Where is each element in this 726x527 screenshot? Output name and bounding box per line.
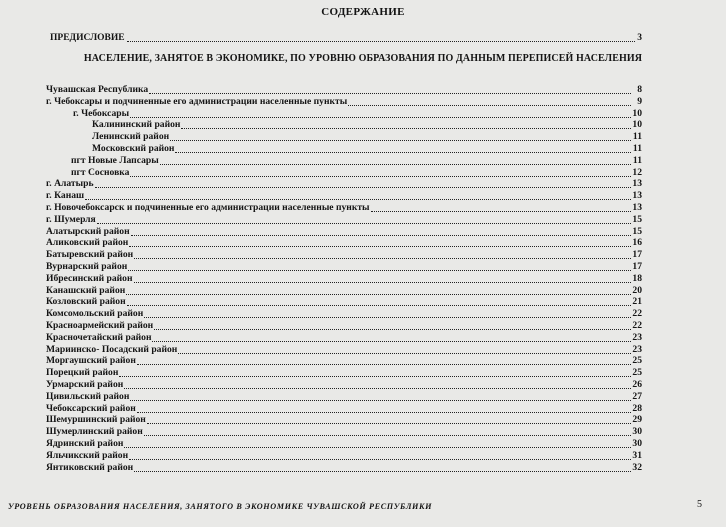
toc-entry-label: Чувашская Республика [46, 84, 149, 95]
toc-entry-page: 17 [632, 249, 642, 261]
toc-entry[interactable] [46, 155, 642, 167]
toc-entry[interactable] [46, 261, 642, 273]
toc-entry[interactable] [46, 143, 642, 155]
toc-entry-label: Вурнарский район [46, 260, 128, 272]
toc-entry[interactable] [46, 214, 642, 226]
toc-leader-dots [348, 97, 631, 106]
toc-entry-label: Козловский район [46, 296, 126, 308]
toc-entry-label: г. Алатырь [46, 178, 94, 190]
toc-leader-dots [85, 191, 631, 200]
toc-entry[interactable] [46, 96, 642, 108]
toc-entry-label: Московский район [92, 142, 175, 154]
toc-leader-dots [144, 427, 631, 436]
toc-leader-dots [128, 262, 631, 271]
toc-entry-page: 25 [632, 355, 642, 367]
section-title: НАСЕЛЕНИЕ, ЗАНЯТОЕ В ЭКОНОМИКЕ, ПО УРОВНЮ ОБРАЗОВАНИЯ ПО ДАННЫМ ПЕРЕПИСЕЙ НАСЕЛЕНИЯ [83, 53, 643, 64]
toc-entry-label: Ядринский район [46, 437, 124, 449]
table-of-contents [46, 84, 642, 473]
toc-entry-label: Цивильский район [46, 390, 130, 402]
toc-entry[interactable] [46, 178, 642, 190]
toc-leader-dots [181, 120, 631, 129]
toc-leader-dots [134, 274, 631, 283]
toc-entry-page: 23 [632, 343, 642, 355]
toc-entry-label: Аликовский район [46, 237, 129, 249]
toc-entry[interactable] [46, 190, 642, 202]
toc-entry-page: 11 [632, 131, 642, 143]
toc-leader-dots [137, 356, 631, 365]
toc-preface-row[interactable] [50, 33, 642, 43]
toc-leader-dots [149, 85, 631, 94]
toc-entry-page: 25 [632, 367, 642, 379]
toc-preface-label: ПРЕДИСЛОВИЕ [50, 33, 125, 43]
toc-entry[interactable] [46, 308, 642, 320]
toc-entry-page: 20 [632, 284, 642, 296]
toc-entry-page: 13 [632, 190, 642, 202]
toc-entry[interactable] [46, 379, 642, 391]
toc-entry-page: 15 [632, 213, 642, 225]
toc-entry[interactable] [46, 108, 642, 120]
toc-leader-dots [130, 109, 631, 118]
toc-leader-dots [129, 238, 631, 247]
toc-entry-page: 27 [632, 390, 642, 402]
toc-leader-dots [160, 156, 631, 165]
toc-entry[interactable] [46, 367, 642, 379]
toc-entry-label: Яльчикский район [46, 449, 129, 461]
toc-entry-label: Урмарский район [46, 378, 124, 390]
toc-entry[interactable] [46, 249, 642, 261]
toc-entry-label: г. Чебоксары [73, 107, 130, 119]
toc-leader-dots [152, 333, 631, 342]
toc-entry-page: 10 [632, 119, 642, 131]
toc-entry[interactable] [46, 131, 642, 143]
page-title: СОДЕРЖАНИЕ [321, 6, 405, 18]
toc-entry-label: Красночетайский район [46, 331, 152, 343]
toc-entry-page: 13 [632, 178, 642, 190]
toc-entry-page: 26 [632, 378, 642, 390]
toc-leader-dots [129, 451, 631, 460]
toc-leader-dots [131, 227, 631, 236]
toc-leader-dots [97, 215, 631, 224]
toc-leader-dots [134, 250, 631, 259]
toc-entry-label: Алатырский район [46, 225, 130, 237]
toc-leader-dots [119, 368, 631, 377]
toc-entry[interactable] [46, 414, 642, 426]
toc-leader-dots [126, 286, 631, 295]
toc-entry-label: Ибресинский район [46, 272, 133, 284]
toc-leader-dots [124, 380, 631, 389]
toc-entry[interactable] [46, 320, 642, 332]
toc-entry[interactable] [46, 273, 642, 285]
toc-entry[interactable] [46, 426, 642, 438]
toc-entry[interactable] [46, 391, 642, 403]
toc-leader-dots [154, 321, 631, 330]
toc-leader-dots [144, 309, 631, 318]
toc-entry-label: пгт Новые Лапсары [71, 154, 159, 166]
toc-entry[interactable] [46, 332, 642, 344]
toc-entry-page: 17 [632, 260, 642, 272]
toc-leader-dots [175, 144, 631, 153]
toc-entry[interactable] [46, 344, 642, 356]
toc-leader-dots [127, 297, 631, 306]
toc-entry[interactable] [46, 296, 642, 308]
toc-entry-label: Красноармейский район [46, 319, 154, 331]
toc-entry[interactable] [46, 237, 642, 249]
toc-entry[interactable] [46, 462, 642, 474]
toc-entry[interactable] [46, 84, 642, 96]
toc-entry[interactable] [46, 355, 642, 367]
toc-entry-page: 22 [632, 308, 642, 320]
toc-leader-dots [130, 168, 631, 177]
toc-entry-page: 32 [632, 461, 642, 473]
toc-entry-page: 8 [637, 84, 642, 95]
toc-entry-page: 10 [632, 107, 642, 119]
toc-entry[interactable] [46, 285, 642, 297]
toc-entry-page: 11 [632, 154, 642, 166]
toc-entry-page: 13 [632, 201, 642, 213]
toc-entry-page: 31 [632, 449, 642, 461]
toc-leader-dots [137, 404, 631, 413]
toc-entry-page: 9 [637, 95, 642, 107]
toc-entry-page: 22 [632, 319, 642, 331]
toc-entry[interactable] [46, 438, 642, 450]
toc-entry[interactable] [46, 226, 642, 238]
toc-entry[interactable] [46, 403, 642, 415]
toc-leader-dots [371, 203, 631, 212]
toc-leader-dots [147, 415, 631, 424]
toc-leader-dots [127, 33, 636, 42]
toc-entry-label: Шемуршинский район [46, 414, 146, 426]
toc-entry-label: Порецкий район [46, 367, 119, 379]
toc-entry-label: Батыревский район [46, 249, 134, 261]
toc-leader-dots [178, 345, 631, 354]
toc-entry-page: 30 [632, 426, 642, 438]
toc-entry-label: Шумерлинский район [46, 426, 143, 438]
toc-entry-label: пгт Сосновка [71, 166, 130, 178]
toc-leader-dots [95, 179, 631, 188]
toc-leader-dots [170, 132, 631, 141]
toc-entry[interactable] [46, 119, 642, 131]
toc-entry-label: Калининский район [92, 119, 181, 131]
toc-entry-page: 18 [632, 272, 642, 284]
toc-entry-label: Янтиковский район [46, 461, 134, 473]
running-footer: УРОВЕНЬ ОБРАЗОВАНИЯ НАСЕЛЕНИЯ, ЗАНЯТОГО В ЭКОНОМИКЕ ЧУВАШСКОЙ РЕСПУБЛИКИ [8, 502, 433, 511]
toc-entry-page: 28 [632, 402, 642, 414]
toc-entry-label: г. Новочебоксарск и подчиненные его администрации населенные пункты [46, 201, 370, 213]
toc-entry-label: Чебоксарский район [46, 402, 136, 414]
toc-entry-page: 11 [632, 142, 642, 154]
toc-entry-page: 12 [632, 166, 642, 178]
toc-entry-label: г. Чебоксары и подчиненные его администрации населенные пункты [46, 95, 348, 107]
toc-entry[interactable] [46, 202, 642, 214]
toc-entry-label: Канашский район [46, 284, 126, 296]
toc-entry-page: 23 [632, 331, 642, 343]
toc-entry-label: Ленинский район [92, 131, 170, 143]
toc-entry-page: 15 [632, 225, 642, 237]
toc-entry-page: 16 [632, 237, 642, 249]
toc-leader-dots [134, 463, 631, 472]
toc-entry-label: Комсомольский район [46, 308, 144, 320]
toc-entry-page: 29 [632, 414, 642, 426]
toc-entry-page: 21 [632, 296, 642, 308]
toc-leader-dots [130, 392, 631, 401]
toc-leader-dots [124, 439, 631, 448]
toc-entry-label: Моргаушский район [46, 355, 136, 367]
toc-entry-page: 30 [632, 437, 642, 449]
toc-entry[interactable] [46, 167, 642, 179]
page-number: 5 [697, 499, 702, 510]
toc-entry[interactable] [46, 450, 642, 462]
toc-entry-label: г. Канаш [46, 190, 85, 202]
toc-preface-page: 3 [637, 33, 642, 43]
toc-entry-label: Мариинско- Посадский район [46, 343, 178, 355]
toc-entry-label: г. Шумерля [46, 213, 96, 225]
